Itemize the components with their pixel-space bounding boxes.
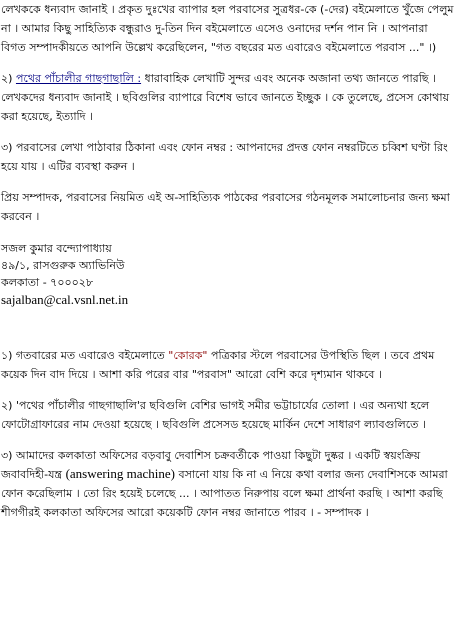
spacer	[1, 226, 455, 240]
letter-point-2	[1, 69, 455, 126]
letter-closing: প্রিয় সম্পাদক, পরবাসের নিয়মিত এই অ-সাহিত্যিক পাঠকের পরবাসের গঠনমূলক সমালোচনার জন্য ক্ষমা করবেন ।	[1, 191, 450, 223]
reply-point-3	[1, 446, 455, 522]
point-text: ধারাবাহিক লেখাটি সুন্দর এবং অনেক অজানা তথ্য জানতে পারছি । লেখকদের ধন্যবাদ জানাই । ছবিগুলির ব্যাপারে বিশেষ ভাবে জানতে ইচ্ছুক । কে তুলেছে, প্রসেস কোথায় করা হয়েছে, ইত্যাদি ।	[1, 72, 450, 123]
reply-point-1-text-b: পত্রিকার স্টলে পরবাসের উপস্থিতি ছিল । তবে প্রথম কয়েক দিন বাদ দিয়ে । আশা করি পরের বার "পরবাস" আরো বেশি করে দৃশ্যমান থাকবে ।	[1, 349, 435, 381]
column-title-link[interactable]: পথের পাঁচালীর গাছগাছালি :	[15, 72, 142, 85]
spacer	[1, 308, 455, 346]
reply-point-3-text-b: বসানো যায় কি না এ নিয়ে কথা বলার জন্য দেবাশিসকে আমরা ফোন করেছিলাম । তো রিং হয়েই চলেছে ... । আপাতত নিরুপায় বলে ক্ষমা প্রার্থনা করছি । আশা করছি শীগগীরই কলকাতা অফিসের আরো কয়েকটি ফোন নম্বর জানাতে পারব । - সম্পাদক ।	[1, 468, 448, 519]
spacer	[1, 176, 455, 188]
reply-point-2: ২) 'পথের পাঁচালীর গাছগাছালি'র ছবিগুলি বেশির ভাগই সমীর ভট্টাচার্যের তোলা । এর অন্যথা হলে ফোটোগ্রাফারের নাম দেওয়া হয়েছে । ছবিগুলি প্রসেসড হয়েছে মার্কিন দেশে সাধারণ ল্যাবগুলিতে ।	[1, 399, 430, 431]
magazine-name: "কোরক"	[168, 349, 208, 362]
spacer	[1, 434, 455, 446]
signature-name: সজল কুমার বন্দ্যোপাধ্যায়	[1, 242, 112, 255]
spacer	[1, 384, 455, 396]
reply-point-1	[1, 346, 455, 384]
reply-point-3-text-a: ৩) আমাদের কলকাতা অফিসের বড়বাবু দেবাশিস চক্রবর্তীকে পাওয়া কিছুটা দুষ্কর । একটি স্বয়ংক্রিয় জবাবদিহী-যন্ত্র	[1, 449, 421, 481]
signature-address-line-1: ৪৯/১, রাসগুরুক অ্যাভিনিউ	[1, 259, 125, 272]
signature-email: sajalban@cal.vsnl.net.in	[1, 292, 129, 307]
letter-point-3: ৩) পরবাসের লেখা পাঠাবার ঠিকানা এবং ফোন নম্বর : আপনাদের প্রদত্ত ফোন নম্বরটিতে চব্বিশ ঘণ্টা রিং হয়ে যায় । এটির ব্যবস্থা করুন ।	[1, 141, 448, 173]
signature-address-line-2: কলকাতা - ৭০০০২৮	[1, 276, 94, 289]
english-term: (answering machine)	[65, 466, 175, 481]
spacer	[1, 57, 455, 69]
spacer	[1, 126, 455, 138]
point-number: ২)	[1, 72, 16, 85]
reply-point-1-text-a: ১) গতবারের মত এবারেও বইমেলাতে	[1, 349, 169, 362]
letter-intro-paragraph: লেখককে ধন্যবাদ জানাই । প্রকৃত দুঃখের ব্যাপার হল পরবাসের সুত্রধর-কে (-দের) বইমেলাতে খুঁজে পেলুম না । আমার কিছু সাহিত্যিক বন্ধুরাও দু-তিন দিন বইমেলাতে এসেও ওনাদের দর্শন পান নি । আপনারা বিগত সম্পাদকীয়তে আপনি উল্লেখ করেছিলেন, "গত বছরের মত এবারেও বইমেলাতে পরবাস ..." ।)	[1, 3, 454, 54]
